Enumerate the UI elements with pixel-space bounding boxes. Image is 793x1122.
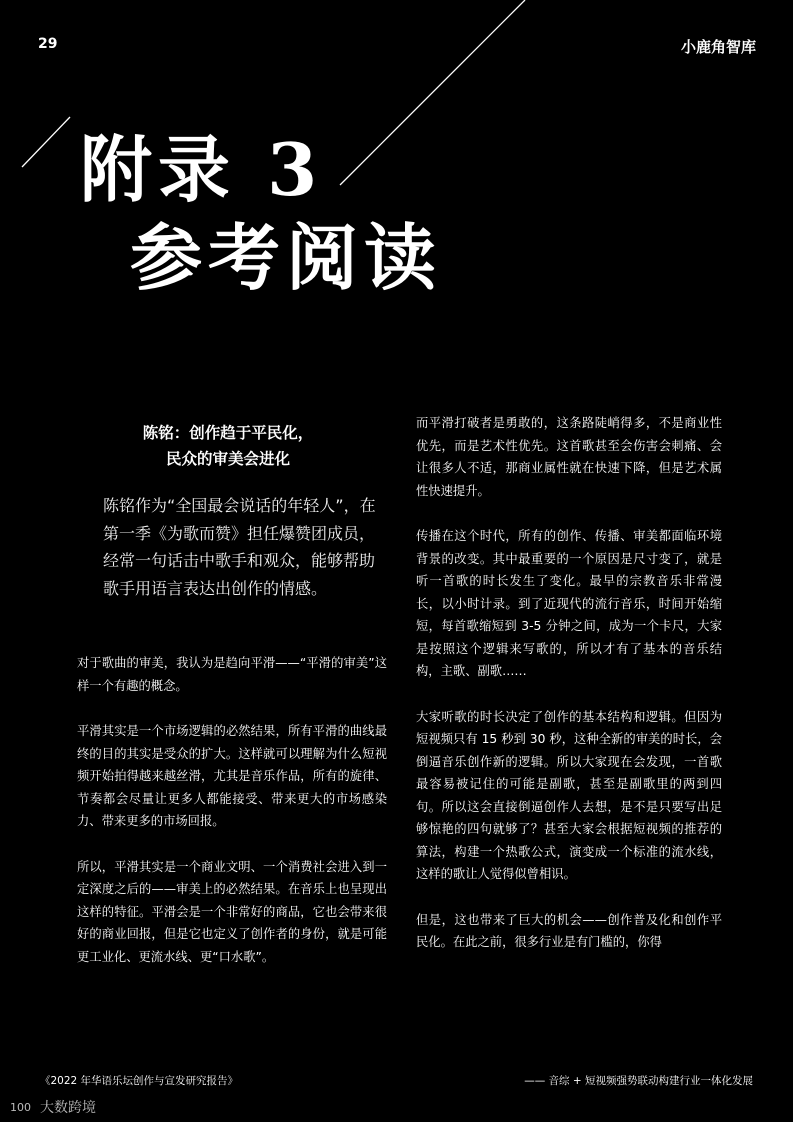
left-column	[77, 652, 387, 968]
paragraph: 而平滑打破者是勇敢的，这条路陡峭得多，不是商业性优先，而是艺术性优先。这首歌甚至会伤害会刺痛、会让很多人不适，那商业属性就在快速下降，但是艺术属性快速提升。	[416, 416, 722, 498]
section-title-line2: 民众的审美会进化	[165, 450, 290, 468]
decor-line-left	[22, 117, 70, 167]
svg-text:100: 100	[10, 1101, 31, 1114]
page-title-line1: 附录 3	[80, 127, 324, 212]
dashuju-logo-icon	[10, 1100, 36, 1114]
right-column	[416, 412, 722, 954]
paragraph: 对于歌曲的审美，我认为是趋向平滑——“平滑的审美”这样一个有趣的概念。	[77, 656, 387, 693]
footer-report-title: 《2022 年华语乐坛创作与宣发研究报告》	[40, 1075, 239, 1087]
decor-line-right	[340, 0, 525, 185]
paragraph: 所以，平滑其实是一个商业文明、一个消费社会进入到一定深度之后的——审美上的必然结果。在音乐上也呈现出这样的特征。平滑会是一个非常好的商品，它也会带来很好的商业回报，但是它也定义了创作者的身份，就是可能更工业化、更流水线、更“口水歌”。	[77, 859, 387, 964]
page-title-line2: 参考阅读	[130, 215, 443, 300]
page-number: 29	[38, 36, 58, 52]
footer-subtitle: —— 音综 + 短视频强势联动构建行业一体化发展	[524, 1075, 753, 1087]
paragraph: 传播在这个时代，所有的创作、传播、审美都面临环境背景的改变。其中最重要的一个原因是尺寸变了，就是听一首歌的时长发生了变化。最早的宗教音乐非常漫长，以小时计录。到了近现代的流行音乐，时间开始缩短，每首歌缩短到 3-5 分钟之间，成为一个卡尺，大家是按照这个逻辑来写歌的，所以才有了基本的音乐结构，主歌、副歌……	[416, 529, 722, 678]
paragraph: 大家听歌的时长决定了创作的基本结构和逻辑。但因为短视频只有 15 秒到 30 秒，这种全新的审美的时长，会倒逼音乐创作新的逻辑。所以大家现在会发现，一首歌最容易被记住的可能是副歌，甚至是副歌里的两到四句。所以这会直接倒逼创作人去想，是不是只要写出足够惊艳的四句就够了？甚至大家会根据短视频的推荐的算法，构建一个热歌公式，演变成一个标准的流水线，这样的歌让人觉得似曾相识。	[416, 709, 722, 881]
brand-name: 小鹿角智库	[680, 38, 756, 56]
section-title	[110, 420, 346, 472]
watermark	[10, 1097, 96, 1117]
paragraph: 但是，这也带来了巨大的机会——创作普及化和创作平民化。在此之前，很多行业是有门槛的，你得	[416, 912, 722, 949]
watermark-text: 大数跨境	[40, 1100, 96, 1116]
paragraph: 平滑其实是一个市场逻辑的必然结果，所有平滑的曲线最终的目的其实是受众的扩大。这样就可以理解为什么短视频开始拍得越来越丝滑，尤其是音乐作品，所有的旋律、节奏都会尽量让更多人都能接受、带来更大的市场感染力、带来更多的市场回报。	[77, 724, 387, 828]
section-intro: 陈铭作为“全国最会说话的年轻人”，在第一季《为歌而赞》担任爆赞团成员，经常一句话击中歌手和观众，能够帮助歌手用语言表达出创作的情感。	[103, 496, 376, 598]
section-title-line1: 陈铭：创作趋于平民化，	[142, 424, 314, 442]
